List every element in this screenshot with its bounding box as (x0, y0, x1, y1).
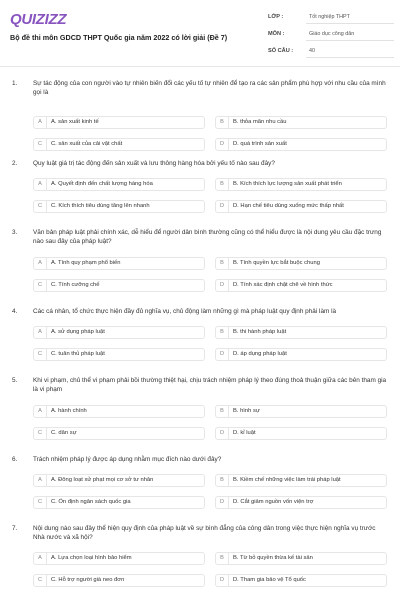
option-c[interactable] (33, 574, 205, 587)
option-text: A. Quyết định đến chất lượng hàng hóa (51, 181, 153, 187)
option-d[interactable] (215, 138, 387, 151)
option-letter: A (34, 553, 47, 564)
question-text: Quy luật giá trị tác động đến sản xuất và lưu thông hàng hóa bởi yếu tố nào sau đây? (33, 160, 275, 167)
meta-info (268, 10, 396, 61)
option-letter: B (216, 475, 229, 486)
option-d[interactable] (215, 496, 387, 509)
option-letter: B (216, 179, 229, 190)
option-letter: B (216, 117, 229, 128)
option-b[interactable] (215, 326, 387, 339)
option-letter: A (34, 406, 47, 417)
option-letter: D (216, 139, 229, 150)
option-text: C. dân sự (51, 430, 77, 436)
meta-row-grade (268, 10, 396, 27)
option-b[interactable] (215, 178, 387, 191)
option-a[interactable] (33, 116, 205, 129)
question-text: Văn bản pháp luật phải chính xác, dễ hiểu để người dân bình thường cũng có thể hiểu được là nội dung yêu cầu đặc trưng nào sau đây của pháp luật? (33, 229, 382, 245)
option-b[interactable] (215, 116, 387, 129)
meta-row-count (268, 44, 396, 61)
question-number: 4. (12, 308, 18, 315)
option-letter: B (216, 406, 229, 417)
option-text: A. sản xuất kinh tế (51, 119, 99, 125)
option-c[interactable] (33, 427, 205, 440)
option-c[interactable] (33, 496, 205, 509)
option-text: C. sản xuất của cải vật chất (51, 141, 123, 147)
option-text: B. thi hành pháp luật (233, 329, 287, 335)
quizizz-logo: QUIZIZZ (10, 11, 67, 28)
option-letter: C (34, 349, 47, 360)
option-letter: C (34, 139, 47, 150)
option-letter: B (216, 553, 229, 564)
option-text: D. Hạn chế tiêu dùng xuống mức thấp nhất (233, 203, 344, 209)
option-letter: B (216, 258, 229, 269)
meta-value: Tốt nghiệp THPT (306, 11, 394, 24)
meta-label: MÔN : (268, 31, 285, 37)
option-letter: C (34, 497, 47, 508)
option-text: D. kỉ luật (233, 430, 256, 436)
question-text: Trách nhiệm pháp lý được áp dụng nhằm mục đích nào dưới đây? (33, 456, 222, 463)
option-letter: C (34, 201, 47, 212)
option-text: C. Hỗ trợ người già neo đơn (51, 577, 125, 583)
option-d[interactable] (215, 348, 387, 361)
option-letter: D (216, 428, 229, 439)
meta-label: LỚP : (268, 14, 284, 20)
option-text: C. Ổn định ngân sách quốc gia (51, 499, 131, 505)
option-text: A. Đông loạt xử phạt mọi cơ sở tư nhân (51, 477, 154, 483)
option-letter: D (216, 349, 229, 360)
option-b[interactable] (215, 552, 387, 565)
header-divider (0, 66, 400, 67)
option-text: C. Kích thích tiêu dùng tăng lên nhanh (51, 203, 150, 209)
question-text: Khi vi phạm, chủ thể vi phạm phải bồi thường thiệt hại, chịu trách nhiệm pháp lý theo đúng thoả thuận giữa các bên tham gia là vi phạm (33, 377, 387, 393)
option-text: D. Tham gia bảo vệ Tổ quốc (233, 577, 306, 583)
option-b[interactable] (215, 405, 387, 418)
option-letter: A (34, 179, 47, 190)
option-letter: D (216, 280, 229, 291)
option-d[interactable] (215, 200, 387, 213)
option-text: A. Tính quy phạm phổ biến (51, 260, 121, 266)
option-c[interactable] (33, 200, 205, 213)
meta-value: Giáo dục công dân (306, 28, 394, 41)
option-a[interactable] (33, 257, 205, 270)
option-letter: D (216, 497, 229, 508)
option-text: C. Tính cưỡng chế (51, 282, 100, 288)
option-text: A. sử dụng pháp luật (51, 329, 105, 335)
option-letter: C (34, 280, 47, 291)
option-letter: B (216, 327, 229, 338)
option-letter: D (216, 201, 229, 212)
option-a[interactable] (33, 405, 205, 418)
option-d[interactable] (215, 427, 387, 440)
option-text: C. tuân thủ pháp luật (51, 351, 105, 357)
option-text: D. Tính xác định chặt chẽ về hình thức (233, 282, 333, 288)
question-text: Các cá nhân, tổ chức thực hiện đầy đủ nghĩa vụ, chủ động làm những gì mà pháp luật quy định phải làm là (33, 308, 337, 315)
option-c[interactable] (33, 279, 205, 292)
option-letter: A (34, 117, 47, 128)
header (0, 0, 400, 66)
option-letter: A (34, 258, 47, 269)
question-number: 3. (12, 229, 18, 236)
question-number: 7. (12, 525, 18, 532)
option-text: B. Tính quyền lực bắt buộc chung (233, 260, 320, 266)
option-text: B. Từ bỏ quyền thừa kế tài sản (233, 555, 313, 561)
option-a[interactable] (33, 474, 205, 487)
meta-label: SỐ CÂU : (268, 48, 294, 54)
option-text: A. hành chính (51, 408, 87, 414)
option-text: B. Kích thích lực lượng sản xuất phát triển (233, 181, 342, 187)
option-text: D. Cắt giảm nguồn vốn viện trợ (233, 499, 314, 505)
option-text: D. áp dụng pháp luật (233, 351, 287, 357)
option-letter: A (34, 327, 47, 338)
meta-value: 40 (306, 45, 394, 58)
option-d[interactable] (215, 574, 387, 587)
option-c[interactable] (33, 348, 205, 361)
document-title: Bộ đề thi môn GDCD THPT Quốc gia năm 2022 có lời giải (Đề 7) (10, 33, 228, 42)
option-letter: A (34, 475, 47, 486)
option-text: B. Kiềm chế những việc làm trái pháp luật (233, 477, 341, 483)
question-number: 2. (12, 160, 18, 167)
question-text: Sự tác động của con người vào tự nhiên biến đổi các yếu tố tự nhiên để tạo ra các sản phẩm phù hợp với nhu cầu của mình gọi là (33, 80, 386, 96)
question-number: 5. (12, 377, 18, 384)
option-b[interactable] (215, 474, 387, 487)
option-a[interactable] (33, 178, 205, 191)
question-text: Nội dung nào sau đây thể hiện quy định của pháp luật về sự bình đẳng của công dân trong việc thực hiện nghĩa vụ trước Nhà nước và xã hội? (33, 525, 376, 541)
option-text: D. quá trình sản xuất (233, 141, 287, 147)
option-text: B. hình sự (233, 408, 260, 414)
meta-row-subject (268, 27, 396, 44)
option-d[interactable] (215, 279, 387, 292)
option-letter: C (34, 575, 47, 586)
option-c[interactable] (33, 138, 205, 151)
question-number: 6. (12, 456, 18, 463)
option-text: A. Lựa chọn loại hình bảo hiểm (51, 555, 132, 561)
option-b[interactable] (215, 257, 387, 270)
option-letter: D (216, 575, 229, 586)
option-text: B. thỏa mãn nhu cầu (233, 119, 287, 125)
question-number: 1. (12, 80, 18, 87)
option-a[interactable] (33, 552, 205, 565)
option-letter: C (34, 428, 47, 439)
option-a[interactable] (33, 326, 205, 339)
